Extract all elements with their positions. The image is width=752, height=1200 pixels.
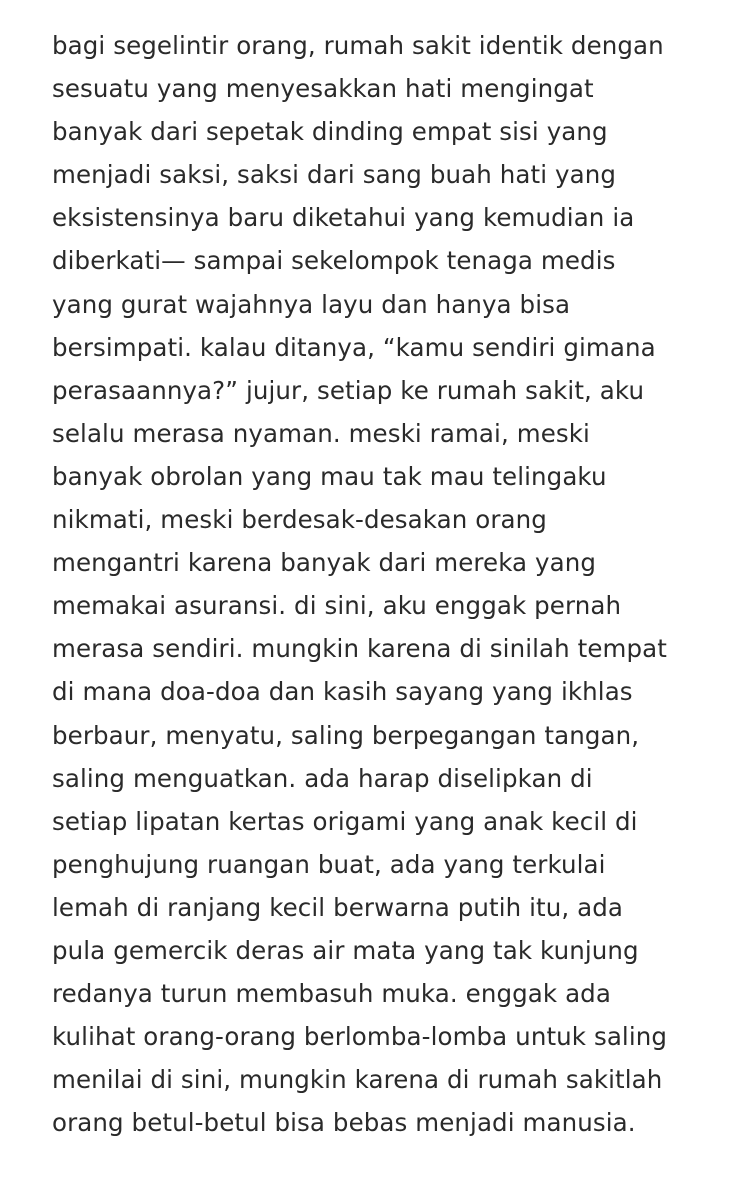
text-line: sesuatu yang menyesakkan hati mengingat xyxy=(52,74,594,104)
text-line: setiap lipatan kertas origami yang anak kecil di xyxy=(52,806,638,836)
text-line: penghujung ruangan buat, ada yang terkulai xyxy=(52,849,606,879)
text-line: merasa sendiri. mungkin karena di sinilah tempat xyxy=(52,634,667,664)
text-line: orang betul-betul bisa bebas menjadi manusia. xyxy=(52,1108,636,1138)
text-line: perasaannya?” jujur, setiap ke rumah sakit, aku xyxy=(52,375,645,405)
text-line: saling menguatkan. ada harap diselipkan di xyxy=(52,763,593,793)
text-line: di mana doa-doa dan kasih sayang yang ikhlas xyxy=(52,677,633,707)
text-line: selalu merasa nyaman. meski ramai, meski xyxy=(52,418,590,448)
text-line: bersimpati. kalau ditanya, “kamu sendiri gimana xyxy=(52,332,656,362)
text-line: redanya turun membasuh muka. enggak ada xyxy=(52,979,611,1009)
text-line: pula gemercik deras air mata yang tak kunjung xyxy=(52,935,639,965)
text-line: nikmati, meski berdesak-desakan orang xyxy=(52,505,547,535)
text-line: eksistensinya baru diketahui yang kemudian ia xyxy=(52,203,635,233)
text-line: lemah di ranjang kecil berwarna putih itu, ada xyxy=(52,892,624,922)
text-line: menjadi saksi, saksi dari sang buah hati yang xyxy=(52,160,616,190)
text-line: diberkati— sampai sekelompok tenaga medis xyxy=(52,246,616,276)
text-line: kulihat orang-orang berlomba-lomba untuk saling xyxy=(52,1022,668,1052)
text-line: mengantri karena banyak dari mereka yang xyxy=(52,548,597,578)
body-paragraph xyxy=(52,24,742,1144)
text-line: berbaur, menyatu, saling berpegangan tangan, xyxy=(52,720,640,750)
text-line: banyak obrolan yang mau tak mau telingaku xyxy=(52,461,607,491)
text-line: banyak dari sepetak dinding empat sisi yang xyxy=(52,117,608,147)
text-line: bagi segelintir orang, rumah sakit identik dengan xyxy=(52,31,664,60)
text-line: memakai asuransi. di sini, aku enggak pernah xyxy=(52,591,622,621)
text-line: menilai di sini, mungkin karena di rumah sakitlah xyxy=(52,1065,663,1095)
text-line: yang gurat wajahnya layu dan hanya bisa xyxy=(52,289,571,319)
